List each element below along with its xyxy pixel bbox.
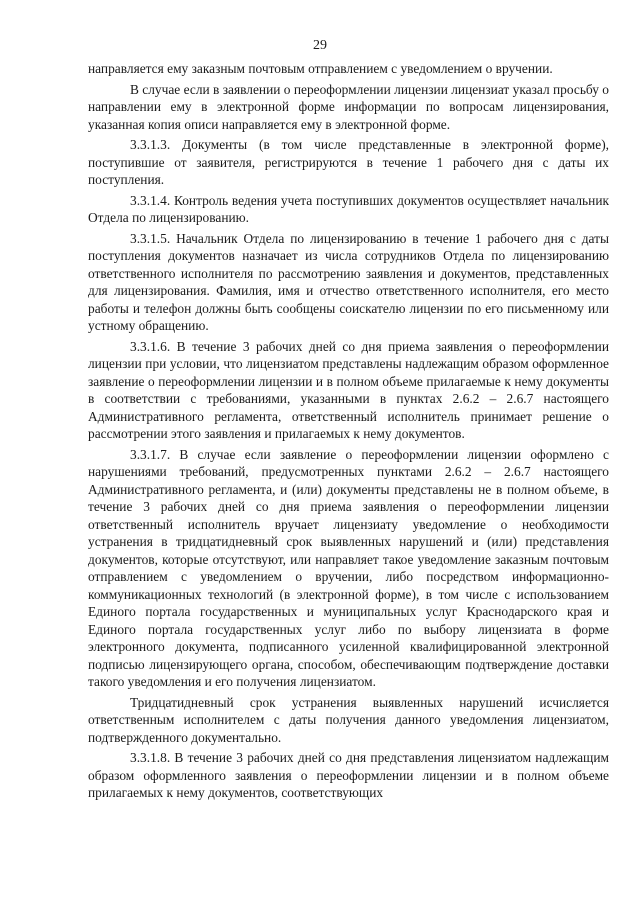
document-body <box>88 60 609 805</box>
paragraph-3-3-1-8: 3.3.1.8. В течение 3 рабочих дней со дня представления лицензиатом надлежащим образом оформленного заявления о переоформлении лицензии и в полном объеме прилагаемых к нему документов, соответствующих <box>88 750 609 800</box>
page-number: 29 <box>313 38 327 53</box>
paragraph-3-3-1-4: 3.3.1.4. Контроль ведения учета поступивших документов осуществляет начальник Отдела по лицензированию. <box>88 192 609 225</box>
paragraph-thirty-day-term: Тридцатидневный срок устранения выявленных нарушений исчисляется ответственным исполнителем с даты получения данного уведомления лицензиатом, подтвержденного документально. <box>88 694 609 745</box>
paragraph-continuation: направляется ему заказным почтовым отправлением с уведомлением о вручении. <box>88 61 553 76</box>
paragraph-3-3-1-7: 3.3.1.7. В случае если заявление о переоформлении лицензии оформлено с нарушениями требований, предусмотренных пунктами 2.6.2 – 2.6.7 настоящего Административного регламента, и (или) документы представлены не в полном объеме, в течение 3 рабочих дней со дня приема заявления о переоформлении лицензии ответственный исполнитель вручает лицензиату уведомление о необходимости устранения в тридцатидневный срок выявленных нарушений и (или) представления документов, которые отсутствуют, или направляет такое уведомление заказным почтовым отправлением с уведомлением о вручении, либо посредством информационно-коммуникационных технологий (в электронной форме), в том числе с использованием Единого портала государственных и муниципальных услуг Краснодарского края и Единого портала государственных услуг либо по выбору лицензиата в форме электронного документа, подписанного усиленной квалифицированной электронной подписью лицензирующего органа, способом, обеспечивающим подтверждение доставки такого уведомления и его получения лицензиатом. <box>88 446 609 689</box>
paragraph-3-3-1-5: 3.3.1.5. Начальник Отдела по лицензированию в течение 1 рабочего дня с даты поступления документов назначает из числа сотрудников Отдела по лицензированию ответственного исполнителя по рассмотрению заявления и документов, представленных для лицензирования. Фамилия, имя и отчество ответственного исполнителя, его место работы и телефон должны быть сообщены соискателю лицензии по его письменному или устному обращению. <box>88 230 609 333</box>
paragraph-electronic-copy: В случае если в заявлении о переоформлении лицензии лицензиат указал просьбу о направлении ему в электронной форме информации по вопросам лицензирования, указанная копия описи направляется ему в электронной форме. <box>88 81 609 132</box>
paragraph-3-3-1-3: 3.3.1.3. Документы (в том числе представленные в электронной форме), поступившие от заявителя, регистрируются в течение 1 рабочего дня с даты их поступления. <box>88 137 609 187</box>
paragraph-3-3-1-6: 3.3.1.6. В течение 3 рабочих дней со дня приема заявления о переоформлении лицензии при условии, что лицензиатом представлены надлежащим образом оформленное заявление о переоформлении лицензии и в полном объеме прилагаемые к нему документы в соответствии с требованиями, указанными в пунктах 2.6.2 – 2.6.7 настоящего Административного регламента, ответственный исполнитель принимает решение о рассмотрении этого заявления и прилагаемых к нему документов. <box>88 338 609 441</box>
